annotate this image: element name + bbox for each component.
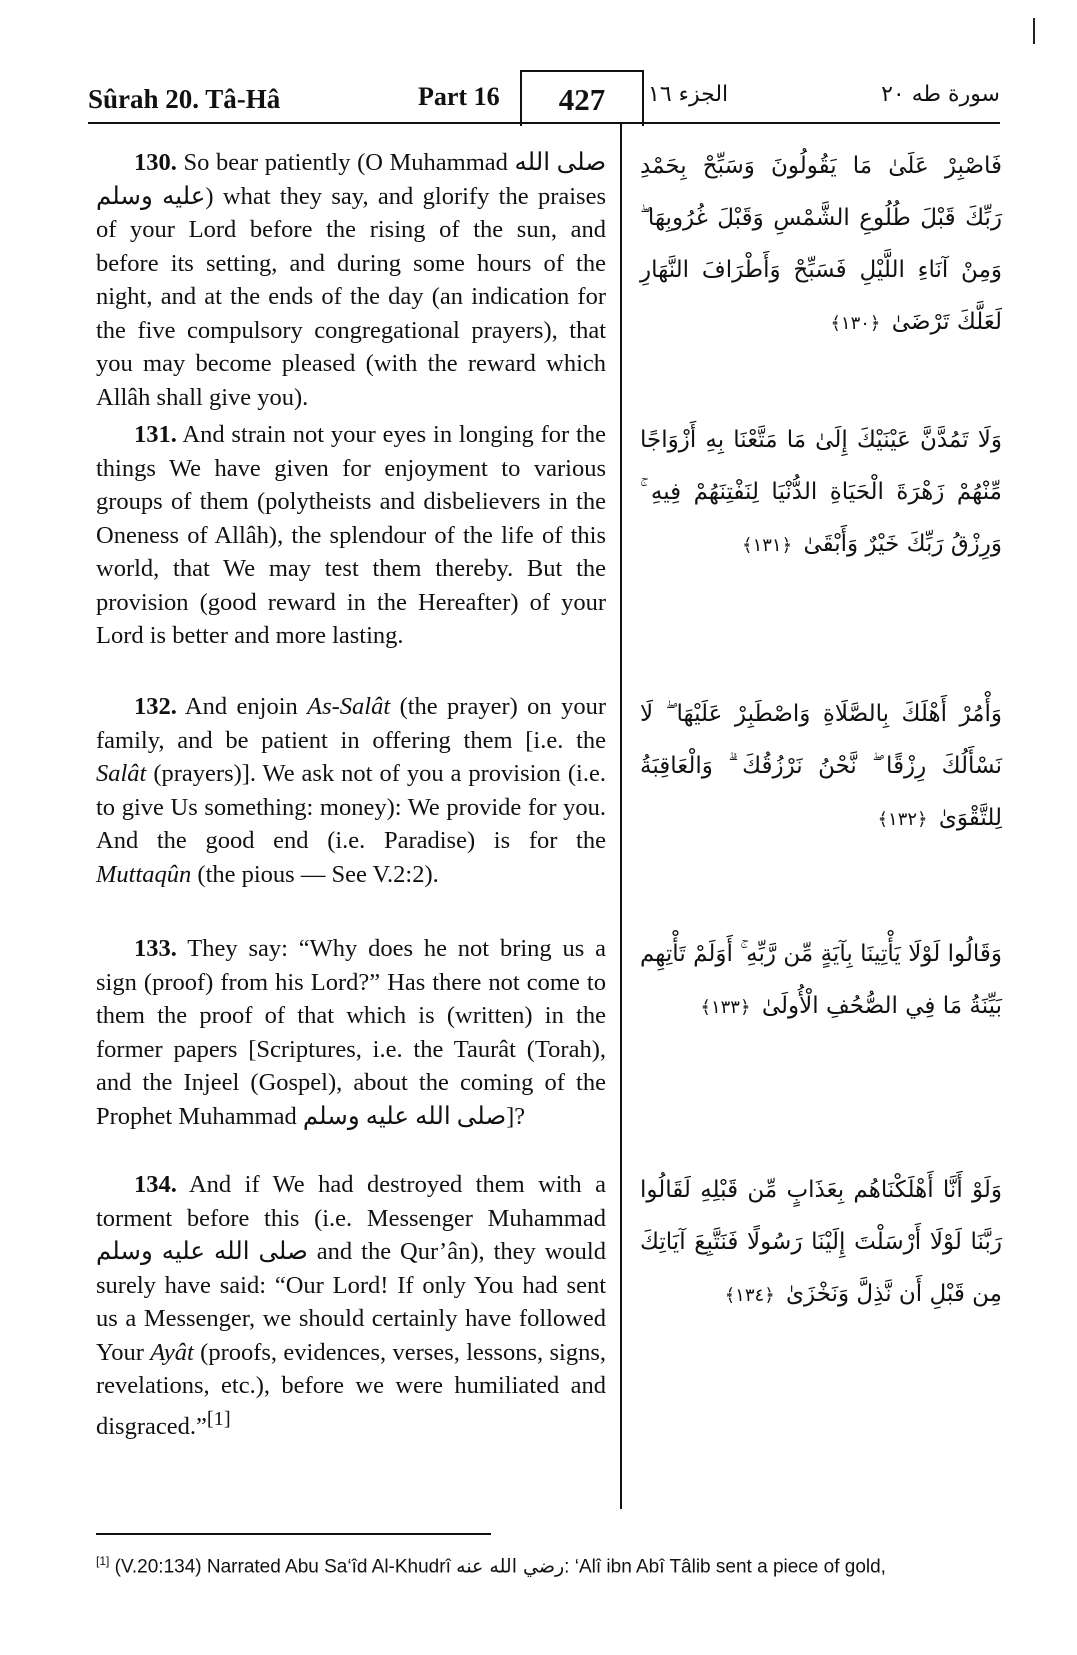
verse-text: So bear patiently (O Muhammad صلى الله عليه وسلم) what they say, and glorify the praises of your Lord before the rising of the sun, and before its setting, and during some hours of the night, and at the ends of the day (an indication for the five compulsory congregational prayers), that you may become pleased (with the reward which Allâh shall give you). <box>96 149 606 411</box>
verse-number: 130. <box>134 149 177 176</box>
term-italic: Salât <box>96 760 147 787</box>
arabic-verse-text: وَلَا تَمُدَّنَّ عَيْنَيْكَ إِلَىٰ مَا مَتَّعْنَا بِهِ أَزْوَاجًا مِّنْهُمْ زَهْرَةَ الْحَيَاةِ الدُّنْيَا لِنَفْتِنَهُمْ فِيهِ ۚ وَرِزْقُ رَبِّكَ خَيْرٌ وَأَبْقَىٰ <box>640 427 1002 557</box>
verse-131-translation <box>96 418 606 653</box>
arabic-verse-text: فَاصْبِرْ عَلَىٰ مَا يَقُولُونَ وَسَبِّحْ بِحَمْدِ رَبِّكَ قَبْلَ طُلُوعِ الشَّمْسِ وَقَبْلَ غُرُوبِهَا ۖ وَمِنْ آنَاءِ اللَّيْلِ فَسَبِّحْ وَأَطْرَافَ النَّهَارِ لَعَلَّكَ تَرْضَىٰ <box>640 153 1002 335</box>
term-italic: Ayât <box>150 1338 194 1366</box>
footnote-reference[interactable]: [1] <box>206 1407 231 1430</box>
arabic-verse-text: وَلَوْ أَنَّا أَهْلَكْنَاهُم بِعَذَابٍ مِّن قَبْلِهِ لَقَالُوا رَبَّنَا لَوْلَا أَرْسَلْتَ إِلَيْنَا رَسُولًا فَنَتَّبِعَ آيَاتِكَ مِن قَبْلِ أَن نَّذِلَّ وَنَخْزَىٰ <box>640 1177 1002 1307</box>
verse-132-translation <box>96 690 606 891</box>
page-number: 427 <box>558 82 606 117</box>
verse-text: And strain not your eyes in longing for the things We have given for enjoyment to various groups of them (polytheists and disbelievers in the Oneness of Allâh), the splendour of the life of this world, that We may test them thereby. But the provision (good reward in the Hereafter) of your Lord is better and more lasting. <box>96 421 606 649</box>
part-label-en: Part 16 <box>418 82 500 111</box>
verse-number: 131. <box>134 421 177 448</box>
verse-130-translation <box>96 146 606 414</box>
verse-133-translation <box>96 932 606 1133</box>
arabic-verse-text: وَقَالُوا لَوْلَا يَأْتِينَا بِآيَةٍ مِّن رَّبِّهِ ۚ أَوَلَمْ تَأْتِهِم بَيِّنَةُ مَا فِي الصُّحُفِ الْأُولَىٰ <box>640 941 1002 1019</box>
surah-title-en: Sûrah 20. Tâ-Hâ <box>88 84 281 114</box>
verse-text-part: (the pious — See V.2:2). <box>191 860 439 888</box>
part-label-ar: الجزء ١٦ <box>648 82 729 107</box>
verse-133-arabic <box>640 928 1002 1034</box>
footnote-rule <box>96 1533 491 1535</box>
verse-text-part: (prayers)]. We ask not of you a provision (i.e. to give Us something: money): We provide for you. And the good end (i.e. Paradise) is for the <box>96 760 606 854</box>
ayah-number-marker: ﴿١٣٠﴾ <box>830 313 881 334</box>
corner-mark <box>1033 18 1035 44</box>
column-divider <box>620 124 622 1509</box>
ayah-number-marker: ﴿١٣٢﴾ <box>877 809 928 830</box>
footnote <box>96 1548 1026 1580</box>
term-italic: As-Salât <box>307 693 391 720</box>
verse-132-arabic <box>640 688 1002 846</box>
verse-131-arabic <box>640 414 1002 572</box>
verse-130-arabic <box>640 140 1002 350</box>
term-italic: Muttaqûn <box>96 860 192 888</box>
page-number-box <box>520 70 644 126</box>
verse-number: 133. <box>134 935 177 962</box>
surah-title-ar: سورة طه ٢٠ <box>881 82 1000 107</box>
verse-text-part: (the prayer) on your family, and be patient in offering them [i.e. the <box>96 693 606 754</box>
verse-text-part: (proofs, evidences, verses, lessons, signs, revelations, etc.), before we were humiliated and disgraced.” <box>96 1338 606 1440</box>
verse-134-arabic <box>640 1164 1002 1322</box>
footnote-text: (V.20:134) Narrated Abu Sa‘îd Al-Khudrî <box>109 1556 457 1578</box>
verse-number: 134. <box>134 1171 177 1198</box>
header-rule <box>88 122 1000 124</box>
footnote-marker: [1] <box>96 1554 110 1568</box>
verse-134-translation <box>96 1168 606 1443</box>
page-header <box>88 70 1000 126</box>
ayah-number-marker: ﴿١٣١﴾ <box>742 535 793 556</box>
arabic-verse-text: وَأْمُرْ أَهْلَكَ بِالصَّلَاةِ وَاصْطَبِرْ عَلَيْهَا ۖ لَا نَسْأَلُكَ رِزْقًا ۖ نَّحْنُ نَرْزُقُكَ ۗ وَالْعَاقِبَةُ لِلتَّقْوَىٰ <box>640 701 1002 831</box>
ayah-number-marker: ﴿١٣٣﴾ <box>700 997 751 1018</box>
verse-number: 132. <box>134 693 177 720</box>
verse-text-part: And enjoin <box>176 693 308 720</box>
footnote-text-cont: : ‘Alî ibn Abî Tâlib sent a piece of gold, <box>564 1556 886 1578</box>
verse-text: They say: “Why does he not bring us a sign (proof) from his Lord?” Has there not come to them the proof of that which is (written) in the former papers [Scriptures, i.e. the Taurât (Torah), and the Injeel (Gospel), about the coming of the Prophet Muhammad صلى الله عليه وسلم]? <box>96 935 606 1130</box>
verse-text-part: And if We had destroyed them with a torment before this (i.e. Messenger Muhammad صلى الله عليه وسلم and the Qur’ân), they would surely have said: “Our Lord! If only You had sent us a Messenger, we should certainly have followed Your <box>96 1171 606 1366</box>
ayah-number-marker: ﴿١٣٤﴾ <box>724 1285 775 1306</box>
footnote-honorific-ar: رضي الله عنه <box>456 1555 565 1578</box>
